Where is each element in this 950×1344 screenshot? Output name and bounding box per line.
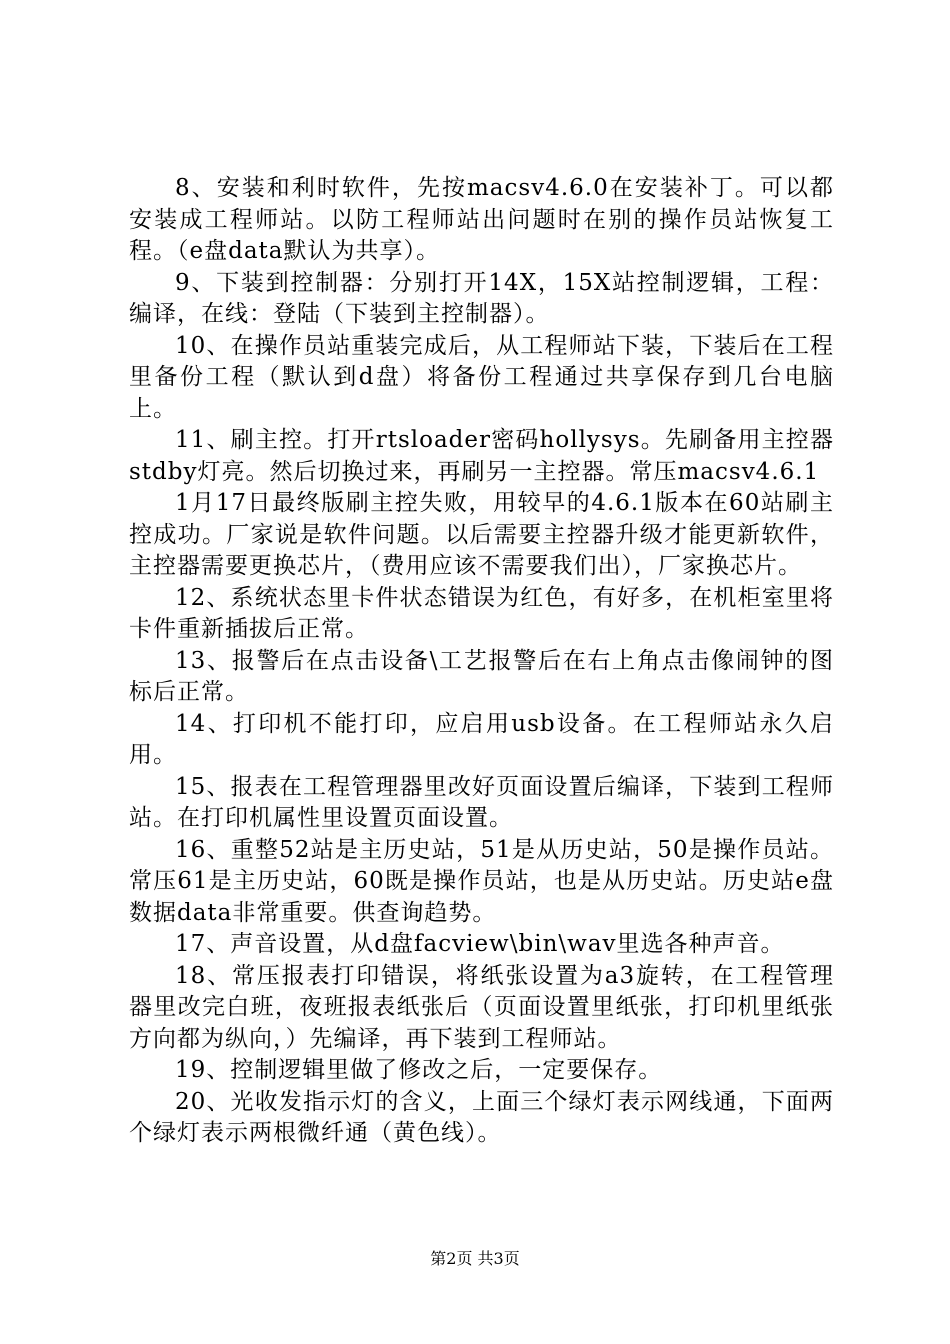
document-body <box>129 173 834 1150</box>
paragraph-12: 12、系统状态里卡件状态错误为红色，有好多，在机柜室里将卡件重新插拔后正常。 <box>129 584 834 642</box>
paragraph-11-note: 1月17日最终版刷主控失败，用较早的4.6.1版本在60站刷主控成功。厂家说是软件问题。以后需要主控器升级才能更新软件，主控器需要更换芯片，（费用应该不需要我们出），厂家换芯片。 <box>129 490 834 579</box>
paragraph-17: 17、声音设置，从d盘facview\bin\wav里选各种声音。 <box>175 931 785 957</box>
paragraph-18: 18、常压报表打印错误，将纸张设置为a3旋转，在工程管理器里改完白班，夜班报表纸张后（页面设置里纸张，打印机里纸张方向都为纵向，）先编译，再下装到工程师站。 <box>129 962 834 1052</box>
paragraph-14: 14、打印机不能打印，应启用usb设备。在工程师站永久启用。 <box>129 710 834 768</box>
paragraph-8: 8、安装和利时软件，先按macsv4.6.0在安装补丁。可以都安装成工程师站。以防工程师站出问题时在别的操作员站恢复工程。（e盘data默认为共享）。 <box>129 175 834 264</box>
paragraph-9: 9、下装到控制器：分别打开14X，15X站控制逻辑，工程：编译，在线：登陆（下装到主控制器）。 <box>129 269 834 327</box>
paragraph-16: 16、重整52站是主历史站，51是从历史站，50是操作员站。常压61是主历史站，60既是操作员站，也是从历史站。历史站e盘数据data非常重要。供查询趋势。 <box>129 836 834 926</box>
paragraph-20: 20、光收发指示灯的含义，上面三个绿灯表示网线通，下面两个绿灯表示两根微纤通（黄色线）。 <box>129 1088 834 1146</box>
paragraph-13: 13、报警后在点击设备\工艺报警后在右上角点击像闹钟的图标后正常。 <box>129 647 834 705</box>
page-number-footer: 第2页 共3页 <box>430 1249 520 1268</box>
paragraph-10: 10、在操作员站重装完成后，从工程师站下装，下装后在工程里备份工程（默认到d盘）将备份工程通过共享保存到几台电脑上。 <box>129 332 834 422</box>
paragraph-15: 15、报表在工程管理器里改好页面设置后编译，下装到工程师站。在打印机属性里设置页面设置。 <box>129 773 834 831</box>
paragraph-19: 19、控制逻辑里做了修改之后，一定要保存。 <box>175 1057 663 1083</box>
paragraph-11: 11、刷主控。打开rtsloader密码hollysys。先刷备用主控器stdby灯亮。然后切换过来，再刷另一主控器。常压macsv4.6.1 <box>129 427 834 485</box>
